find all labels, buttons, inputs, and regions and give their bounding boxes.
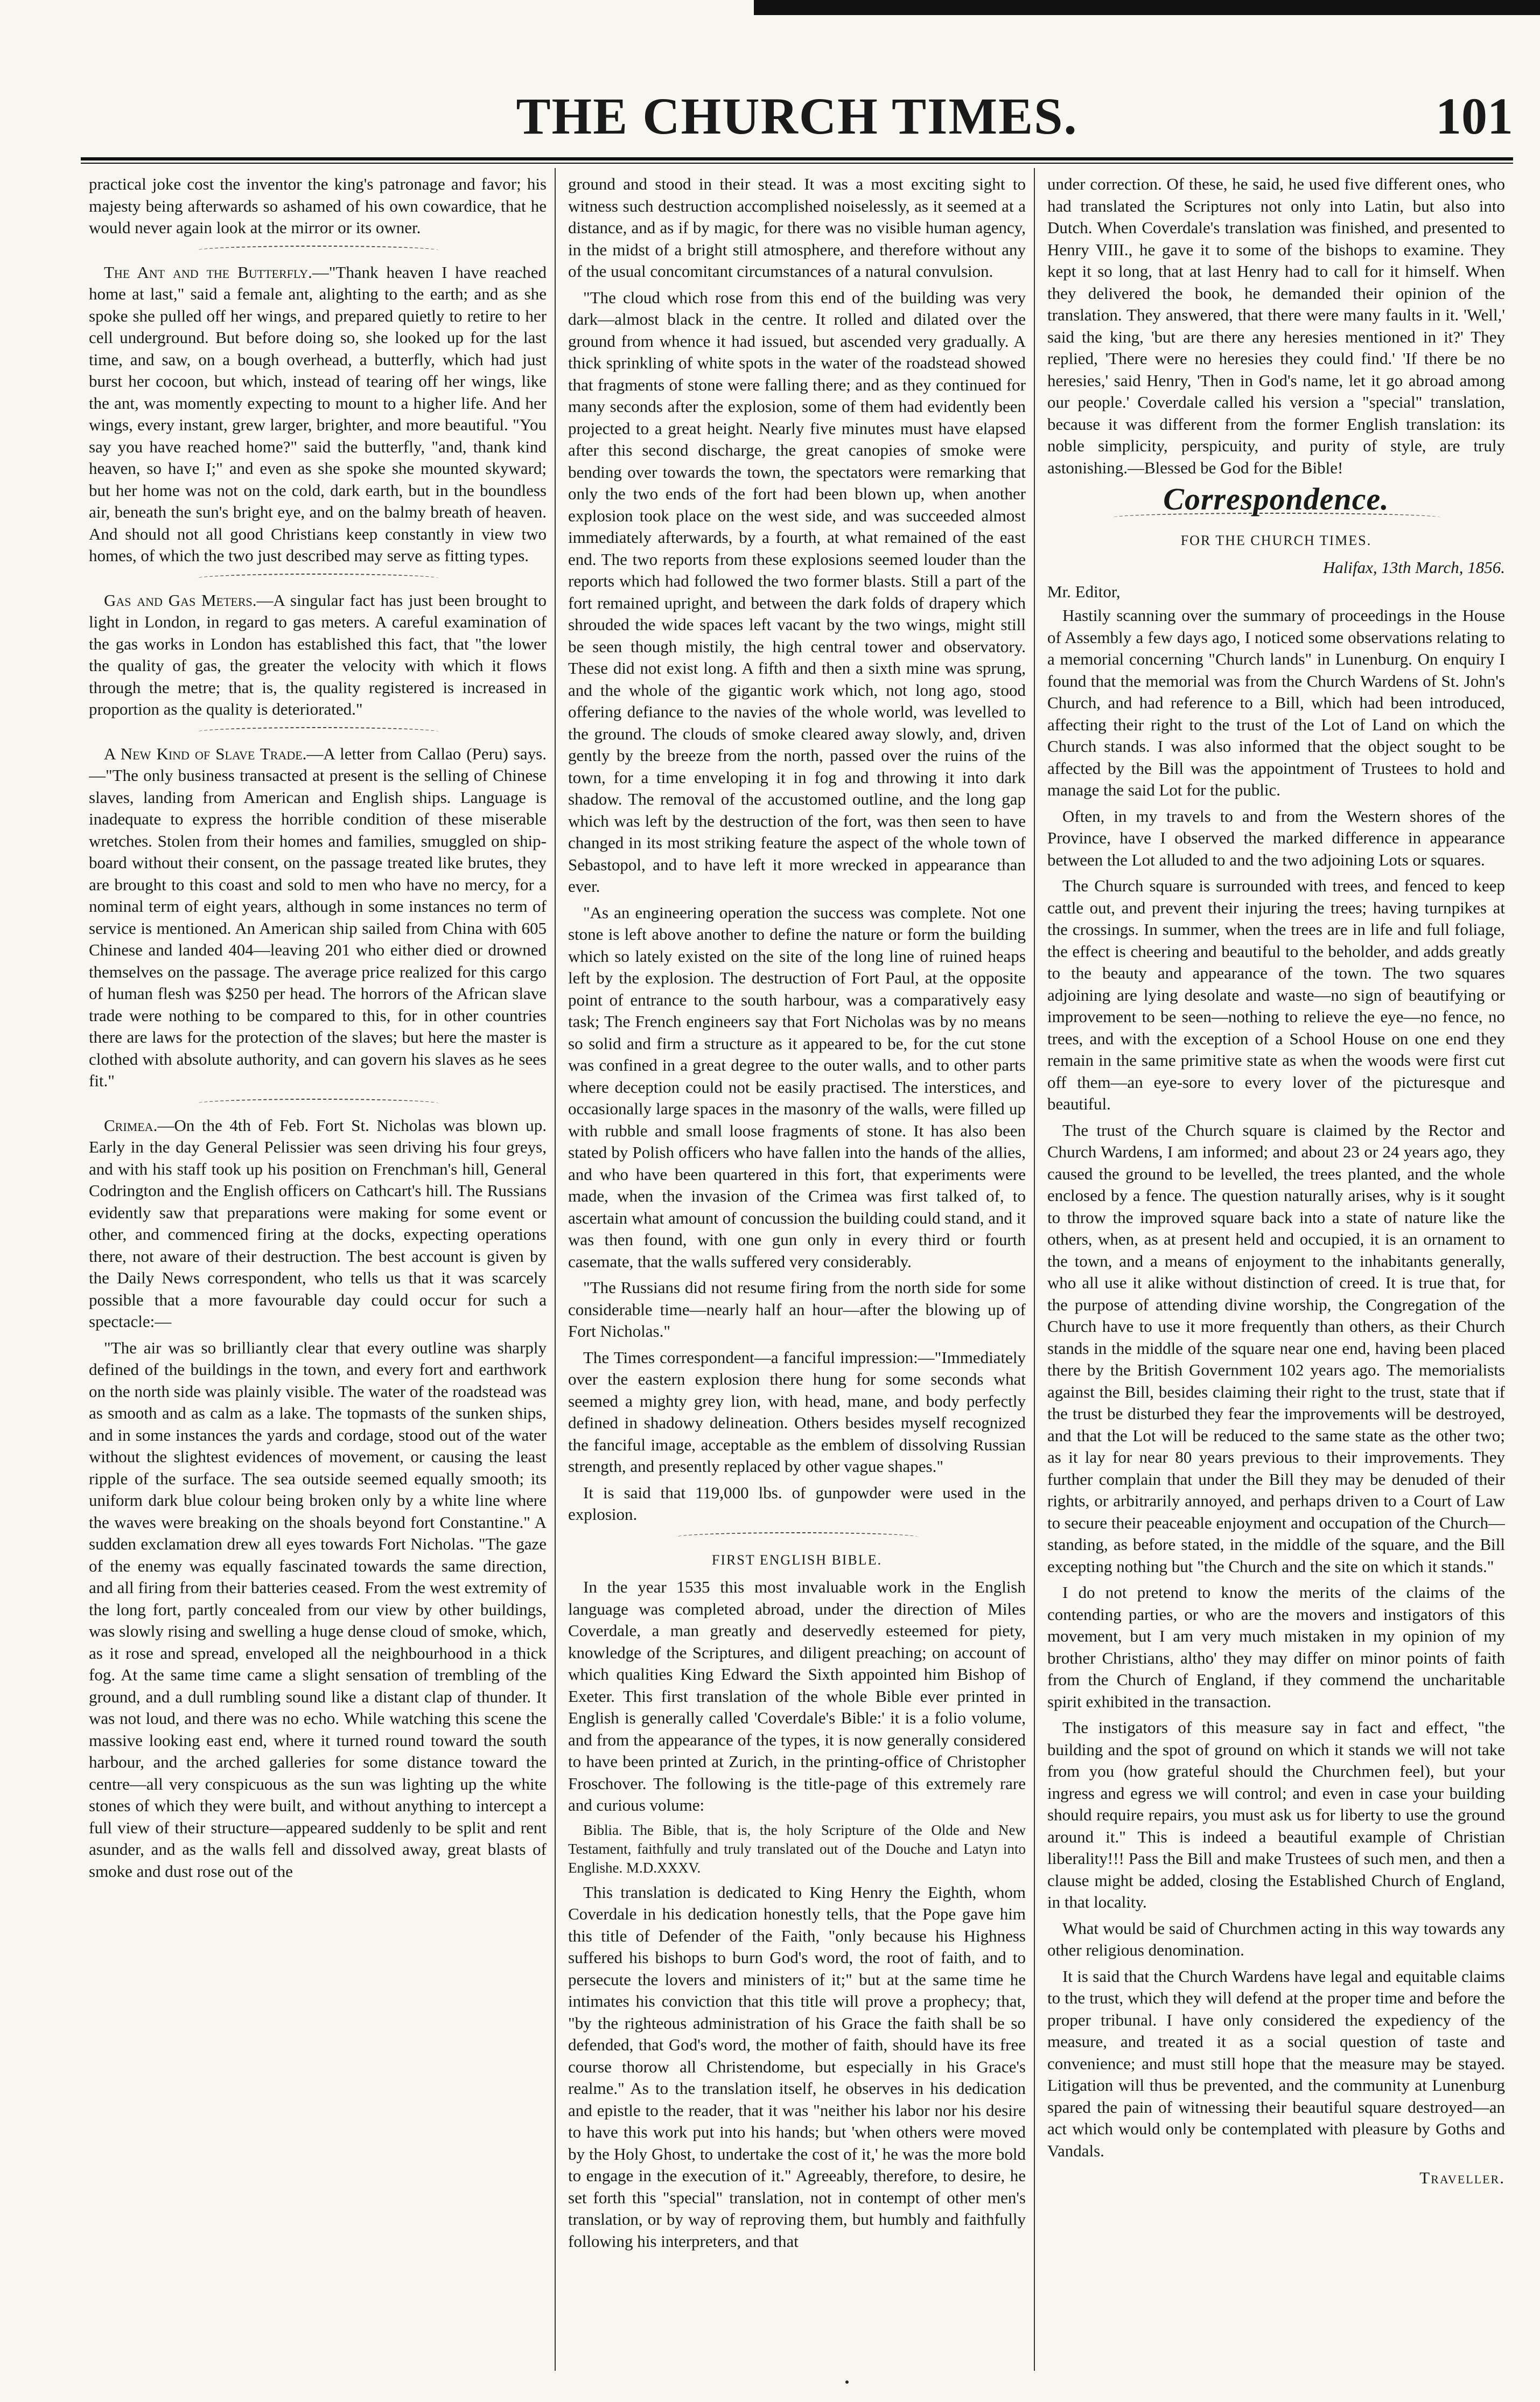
article-continued: practical joke cost the inventor the king's patronage and favor; his majesty being afterwards so ashamed of his own cowardice, that he would never again look at the mirror or its owner.: [89, 174, 547, 237]
letter-paragraph: It is said that the Church Wardens have legal and equitable claims to the trust, which they will defend at the proper time and before the proper tribunal. I have only considered the expediency of the measure, and treated it as a social question of taste and convenience; and must still hope that the measure may be stayed. Litigation will thus be prevented, and the community at Lunenburg spared the pain of witnessing their beautiful square destroyed—an act which would only be contemplated with pleasure by Goths and Vandals.: [1047, 1966, 1505, 2160]
bible-heading: FIRST ENGLISH BIBLE.: [711, 1552, 883, 1568]
ant-article: [89, 262, 547, 567]
top-edge-bar: [754, 0, 1540, 15]
separator: [197, 574, 439, 583]
crimea-continued: ground and stood in their stead. It was a most exciting sight to witness such destruction accomplished noiselessly, as it seemed at a distance, and as if by magic, for there was no visible human agency, in the midst of a bright still atmosphere, and therefore without any of the usual concomitant circumstances of a natural convulsion.: [568, 174, 1026, 281]
crimea-body: —On the 4th of Feb. Fort St. Nicholas was blown up. Early in the day General Pelissier was seen driving his four greys, and with his staff took up his position on Frenchman's hill, General Codrington and the English officers on Cathcart's hill. The Russians evidently saw that preparations were making for some event or other, and commenced firing at the docks, expecting operations there, not aware of their destruction. The best account is given by the Daily News correspondent, who tells us that it was scarcely possible that a more favourable day could occur for such a spectacle:—: [89, 1115, 547, 1331]
letter-paragraph: The instigators of this measure say in fact and effect, "the building and the spot of ground on which it stands we will not take from you (how grateful should the Churchmen feel), but your ingress and egress we will control; and even in case your building should require repairs, you must ask us for liberty to use the ground around it." This is indeed a beautiful example of Christian liberality!!! Pass the Bill and make Trustees of such men, and then a clause might be added, closing the Established Church of England, in that locality.: [1047, 1718, 1505, 1911]
letter-paragraph: The trust of the Church square is claimed by the Rector and Church Wardens, I am informed; and about 23 or 24 years ago, they caused the ground to be levelled, the trees planted, and the whole enclosed by a fence. The question naturally arises, why is it sought to throw the improved square back into a state of nature like the others, when, as at present held and occupied, it is an ornament to the town, and a means of enjoyment to the inhabitants generally, who all use it alike without distinction of creed. It is true that, for the purpose of attending divine worship, the Congregation of the Church have to use it more frequently than others, as their Church stands in the middle of the square near one end, having been placed there by the British Government 102 years ago. The memorialists against the Bill, besides claiming their right to the trust, state that if the trust be disturbed they fear the improvements will be destroyed, and that the Lot will be reduced to the same state as the other two; as it lay for near 80 years previous to their improvements. They further complain that under the Bill they may be denuded of their rights, or arbitrarily annoyed, and perhaps driven to a Court of Law to secure their peaceable enjoyment and occupation of the Church—standing, as before stated, in the middle of the square, and the Bill excepting nothing but "the Church and the site on which it stands.": [1047, 1120, 1505, 1576]
separator: [676, 1532, 918, 1542]
bible-dedication: This translation is dedicated to King Henry the Eighth, whom Coverdale in his dedication honestly tells, that the Pope gave him this title of Defender of the Faith, "only because his Highness suffered his bishops to burn God's word, the root of faith, and to persecute the lovers and ministers of it;" but at the same time he intimates his conviction that this title will prove a prophecy; that, "by the righteous administration of his Grace the faith shall be so defended, that God's word, the mother of faith, should have its free course thorow all Christendome, but especially in his Grace's realme." As to the translation itself, he observes in his dedication and epistle to the reader, that it was "neither his labor nor his desire to have this work put into his hands; but 'when others were moved by the Holy Ghost, to undertake the cost of it,' he was the more bold to engage in the execution of it." Agreeably, therefore, to desire, he set forth this "special" translation, not in contempt of other men's translation, or by way of reproving them, but humbly and faithfully following his interpreters, and that: [568, 1882, 1026, 2251]
column-1: [89, 173, 547, 2365]
crimea-cloud: "The cloud which rose from this end of the building was very dark—almost black in the centre. It rolled and dilated over the ground from whence it had issued, but ascended very gradually. A thick sprinkling of white spots in the water of the roadstead showed that fragments of stone were falling there; and as they continued for many seconds after the explosion, some of them had evidently been projected to a great height. Nearly five minutes must have elapsed after this second discharge, the great canopies of smoke were bending over towards the town, the spectators were remarking that only the two ends of the fort had been blown up, when another explosion took place on the west side, and was succeeded almost immediately afterwards, by a fourth, at what remained of the east end. The two reports from these explosions seemed louder than the reports which had followed the two former blasts. Still a part of the fort remained upright, and between the dark folds of drapery which shrouded the wide spaces left vacant by the two wings, might still be seen though mistily, the high central tower and observatory. These did not exist long. A fifth and then a sixth mine was sprung, and the whole of the gigantic work which, not long ago, stood offering defiance to the navies of the whole world, was levelled to the ground. The clouds of smoke cleared away slowly, and, driven gently by the breeze from the north, passed over the ruins of the town, for a time enveloping it in fog and throwing it into dark shadow. The removal of the accustomed outline, and the long gap which was left by the destruction of the fort, was then seen to have changed in its most striking feature the aspect of the whole town of Sebastopol, and to have left it more wrecked in appearance than ever.: [568, 288, 1026, 896]
slave-article: [89, 743, 547, 1092]
letter-paragraph: The Church square is surrounded with trees, and fenced to keep cattle out, and prevent their injuring the trees; having turnpikes at the crossings. In summer, when the trees are in life and full foliage, the effect is cheering and beautiful to the beholder, and adds greatly to the beauty and appearance of the town. The two squares adjoining are lying desolate and waste—no sign of beautifying or improvement to be seen—nothing to relieve the eye—no fence, no trees, and with the exception of a School House on one end they remain in the same primitive state as when the woods were first cut off them—an eye-sore to every lover of the picturesque and beautiful.: [1047, 876, 1505, 1113]
separator: [197, 1099, 439, 1108]
bible-intro: In the year 1535 this most invaluable work in the English language was completed abroad, under the direction of Miles Coverdale, a man greatly and deservedly esteemed for piety, knowledge of the Scriptures, and diligent preaching; on account of which qualities King Edward the Sixth appointed him Bishop of Exeter. This first translation of the whole Bible ever printed in English is generally called 'Coverdale's Bible:' it is a folio volume, and from the appearance of the types, it is now generally considered to have been printed at Zurich, in the printing-office of Christopher Froschover. The following is the title-page of this extremely rare and curious volume:: [568, 1577, 1026, 1814]
letter-signature: Traveller.: [1419, 2168, 1505, 2187]
bible-continued: under correction. Of these, he said, he used five different ones, who had translated the Scriptures not only into Latin, but also into Dutch. When Coverdale's translation was finished, and presented to Henry VIII., he gave it to some of the bishops to examine. They kept it so long, that at last Henry had to call for it himself. When they delivered the book, he demanded their opinion of the translation. They answered, that there were many faults in it. 'Well,' said the king, 'but are there any heresies mentioned in it?' They replied, 'There were no heresies they could find.' 'If there be no heresies,' said Henry, 'Then in God's name, let it go abroad among our people.' Coverdale called his version a "special" translation, because it was different from the former English translation: its noble simplicity, perspicuity, and purity of style, are truly astonishing.—Blessed be God for the Bible!: [1047, 174, 1505, 477]
crimea-quote: "The air was so brilliantly clear that every outline was sharply defined of the buildings in the town, and every fort and earthwork on the north side was plainly visible. The water of the roadstead was as smooth and as calm as a lake. The topmasts of the sunken ships, and in some instances the yards and cordage, stood out of the water without the slightest evidences of movement, or causing the least ripple of the surface. The sea outside seemed equally smooth; its uniform dark blue colour being broken only by a white line where the waves were breaking on the shoals beyond fort Constantine." A sudden exclamation drew all eyes towards Fort Nicholas. "The gaze of the enemy was equally fascinated towards the same direction, and all firing from their batteries ceased. From the west extremity of the long fort, partly concealed from our view by other buildings, was slowly rising and swelling a huge dense cloud of smoke, which, as it rose and spread, enveloped all the neighbourhood in a thick fog. At the same time came a slight sensation of trembling of the ground, and a dull rumbling sound like a distant clap of thunder. It was not loud, and there was no echo. While watching this scene the massive looking east end, where it turned round toward the south harbour, and the arched galleries for some distance toward the centre—all very conspicuous as the sun was lighting up the white stones of which they were built, and without anything to intercept a full view of their structure—appeared suddenly to be split and rent asunder, and as the walls fell and dissolved away, great blasts of smoke and dust rose out of the: [89, 1338, 547, 1881]
column-2: [568, 173, 1026, 2365]
gas-article: [89, 590, 547, 721]
slave-body: —A letter from Callao (Peru) says.—"The only business transacted at present is the selling of Chinese slaves, landing from American and English ships. Language is inadequate to express the horrible condition of these miserable wretches. Stolen from their homes and families, smuggled on ship-board without their consent, on the passage treated like brutes, they are brought to this coast and sold to men who have no mercy, for a nominal term of eight years, although in some instances no term of service is mentioned. An American ship sailed from China with 605 Chinese and landed 404—leaving 201 who either died or drowned themselves on the passage. The average price realized for this cargo of human flesh was $250 per head. The horrors of the African slave trade were nothing to be compared to this, for in other countries there are laws for the protection of the slaves; but here the master is clothed with absolute authority, and can govern his slaves as he sees fit.": [89, 744, 547, 1090]
column-rule-1: [555, 168, 556, 2371]
correspondence-heading: Correspondence.: [1163, 481, 1389, 516]
slave-title: A New Kind of Slave Trade.: [104, 744, 307, 763]
page-number: 101: [1436, 87, 1513, 145]
letter-paragraph: Often, in my travels to and from the Western shores of the Province, have I observed the marked difference in appearance between the Lot alluded to and the two adjoining Lots or squares.: [1047, 806, 1505, 869]
crimea-gunpowder: It is said that 119,000 lbs. of gunpowder were used in the explosion.: [568, 1483, 1026, 1524]
masthead: [81, 81, 1513, 156]
crimea-russians: "The Russians did not resume firing from the north side for some considerable time—nearly half an hour—after the blowing up of Fort Nicholas.": [568, 1278, 1026, 1340]
ant-body: —"Thank heaven I have reached home at last," said a female ant, alighting to the earth; and as she spoke she pulled off her wings, and prepared quietly to retire to her cell underground. But before doing so, she looked up for the last time, and saw, on a bough overhead, a butterfly, which had just burst her cocoon, but which, instead of tearing off her wings, like the ant, was momently expecting to mount to a higher life. And her wings, every instant, grew larger, brighter, and more beautiful. "You say you have reached home?" said the butterfly, "and, thank kind heaven, so have I;" and even as she spoke she mounted skyward; but her home was not on the cold, dark earth, but in the boundless air, beneath the sun's bright eye, and on the balmy breath of heaven. And should not all good Christians keep constantly in view two homes, of which the two just described may serve as fitting types.: [89, 262, 547, 565]
column-rule-2: [1034, 168, 1035, 2371]
print-mark: [845, 2380, 849, 2384]
bible-title-page: Biblia. The Bible, that is, the holy Scripture of the Olde and New Testament, faithfully and truly translated out of the Douche and Latyn into Englishe. M.D.XXXV.: [568, 1821, 1026, 1876]
newspaper-title: THE CHURCH TIMES.: [516, 87, 1078, 145]
separator: [197, 727, 439, 737]
letter-paragraph: What would be said of Churchmen acting in this way towards any other religious denomination.: [1047, 1918, 1505, 1959]
masthead-rule-thick: [81, 157, 1513, 160]
masthead-rule-thin: [81, 163, 1513, 164]
correspondence-subheading: FOR THE CHURCH TIMES.: [1180, 532, 1372, 548]
gas-body: —A singular fact has just been brought to light in London, in regard to gas meters. A careful examination of the gas works in London has established this fact, that "the lower the quality of gas, the greater the velocity with which it flows through the metre; that is, the quality registered is increased in proportion as the quality is deteriorated.": [89, 590, 547, 718]
column-3: [1047, 173, 1505, 2365]
ant-title: The Ant and the Butterfly.: [104, 262, 312, 282]
letter-paragraph: I do not pretend to know the merits of the claims of the contending parties, or who are the movers and instigators of this movement, but I am very much mistaken in my opinion of my brother Christians, altho' they may differ on minor points of faith from the Church of England, if they commend the uncharitable spirit exhibited in the transaction.: [1047, 1583, 1505, 1711]
crimea-engineering: "As an engineering operation the success was complete. Not one stone is left above another to define the nature or form the building which so lately existed on the site of the long line of ruined heaps left by the explosion. The destruction of Fort Paul, at the opposite point of entrance to the south harbour, was a comparatively easy task; The French engineers say that Fort Nicholas was by no means so solid and firm a structure as it appeared to be, for the cut stone was confined in a great degree to the outer walls, and to other parts where deception could not be easily practised. The interstices, and occasionally large spaces in the masonry of the walls, were filled up with rubble and small loose fragments of stone. It has also been stated by Polish officers who have fallen into the hands of the allies, and who have been quartered in this fort, that experiments were made, when the invasion of the Crimea was first talked of, to ascertain what amount of concussion the building could stand, and it was then found, with one gun only in every third or fourth casemate, that the walls suffered very considerably.: [568, 903, 1026, 1271]
gas-title: Gas and Gas Meters.: [104, 590, 257, 610]
letter-dateline: Halifax, 13th March, 1856.: [1322, 558, 1505, 577]
letter-paragraph: Hastily scanning over the summary of proceedings in the House of Assembly a few days ago, I noticed some observations relating to a memorial concerning "Church lands" in Lunenburg. On enquiry I found that the memorial was from the Church Wardens of St. John's Church, and had reference to a Bill, which had been introduced, affecting their right to the trust of the Lot of Land on which the Church stands. I was also informed that the object sought to be affected by the Bill was the appointment of Trustees to hold and manage the said Lot for the public.: [1047, 606, 1505, 799]
crimea-times: The Times correspondent—a fanciful impression:—"Immediately over the eastern explosion there hung for some seconds what seemed a mighty grey lion, with head, mane, and body perfectly defined in shadowy delineation. Others besides myself recognized the fanciful image, acceptable as the emblem of dissolving Russian strength, and presently replaced by other vague shapes.": [568, 1347, 1026, 1476]
crimea-article: [89, 1115, 547, 1333]
separator: [197, 246, 439, 255]
letter-salutation: Mr. Editor,: [1047, 582, 1121, 601]
crimea-title: Crimea.: [104, 1115, 158, 1135]
